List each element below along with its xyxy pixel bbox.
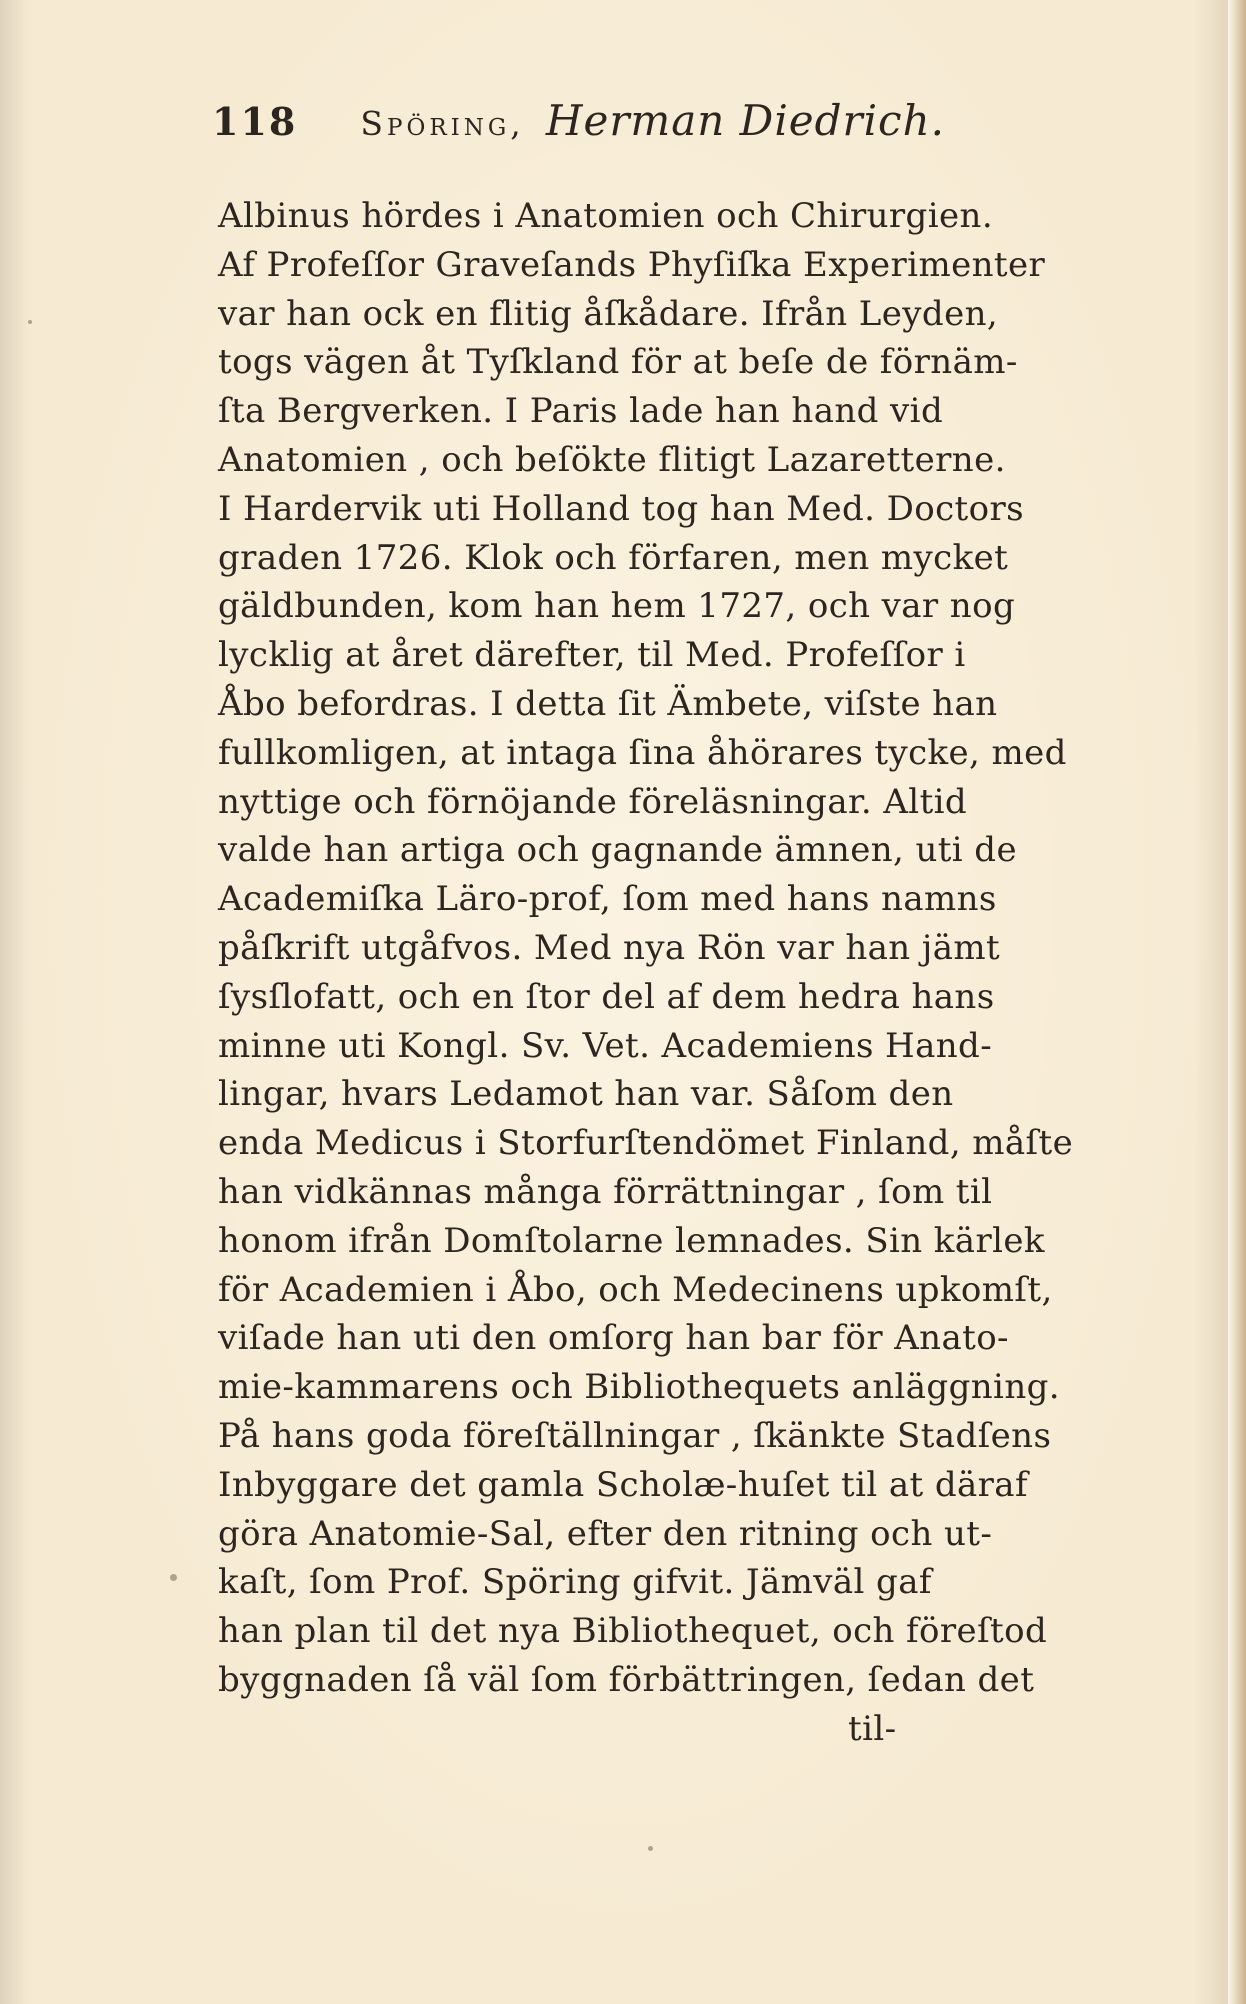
text-line: graden 1726. Klok och förfaren, men mycket <box>218 537 1009 578</box>
text-line: viſade han uti den omſorg han bar för Anato- <box>218 1318 1009 1359</box>
text-line: minne uti Kongl. Sv. Vet. Academiens Hand- <box>218 1025 993 1066</box>
text-line: han plan til det nya Bibliothequet, och föreſtod <box>218 1611 1048 1652</box>
text-line: Anatomien , och beſökte flitigt Lazaretterne. <box>218 439 1006 480</box>
text-line: valde han artiga och gagnande ämnen, uti de <box>218 830 1017 871</box>
catchword: til- <box>848 1708 897 1749</box>
text-line: Academiſka Läro-prof, ſom med hans namns <box>218 879 997 920</box>
running-head-given-names: Herman Diedrich. <box>545 96 945 145</box>
text-line: Af Profeſſor Graveſands Phyſiſka Experimenter <box>218 244 1046 285</box>
text-line: lingar, hvars Ledamot han var. Såſom den <box>218 1074 954 1115</box>
text-line: byggnaden ſå väl ſom förbättringen, ſedan det <box>218 1659 1035 1700</box>
running-header <box>212 96 1072 156</box>
text-line: kaſt, ſom Prof. Spöring gifvit. Jämväl gaf <box>218 1562 932 1603</box>
text-line: göra Anatomie-Sal, efter den ritning och ut- <box>218 1513 993 1554</box>
text-line: I Hardervik uti Holland tog han Med. Doctors <box>218 488 1024 529</box>
paper-speck <box>170 1574 177 1581</box>
text-line: enda Medicus i Storfurſtendömet Finland, måſte <box>218 1123 1074 1164</box>
text-line: gäldbunden, kom han hem 1727, och var nog <box>218 586 1016 627</box>
text-line: mie-kammarens och Bibliothequets anläggning. <box>218 1367 1061 1408</box>
body-text <box>218 192 1180 1754</box>
text-line: Inbyggare det gamla Scholæ-huſet til at däraf <box>218 1464 1028 1505</box>
page-number: 118 <box>212 99 298 144</box>
paper-speck <box>648 1846 653 1851</box>
page-fore-edge <box>1228 0 1246 2004</box>
text-line: lycklig at året därefter, til Med. Profeſſor i <box>218 635 966 676</box>
text-line: var han ock en flitig åſkådare. Ifrån Leyden, <box>218 293 999 334</box>
page-edge-shadow <box>1194 0 1228 2004</box>
text-line: han vidkännas många förrättningar , ſom til <box>218 1171 993 1212</box>
text-line: honom ifrån Domſtolarne lemnades. Sin kärlek <box>218 1220 1045 1261</box>
paper-speck <box>28 320 32 324</box>
running-head-surname: Spöring, <box>360 104 525 143</box>
text-line: ſysſlofatt, och en ſtor del af dem hedra hans <box>218 976 995 1017</box>
text-line: nyttige och förnöjande föreläsningar. Altid <box>218 781 968 822</box>
text-line: Albinus hördes i Anatomien och Chirurgien. <box>218 196 994 236</box>
text-line: för Academien i Åbo, och Medecinens upkomſt, <box>218 1269 1053 1310</box>
text-line: togs vägen åt Tyſkland för at beſe de förnäm- <box>218 342 1018 383</box>
text-line: påſkrift utgåfvos. Med nya Rön var han jämt <box>218 927 1001 968</box>
text-line: Åbo befordras. I detta ſit Ämbete, viſste han <box>218 683 998 724</box>
text-line: fullkomligen, at intaga ſina åhörares tycke, med <box>218 732 1067 773</box>
text-line: ſta Bergverken. I Paris lade han hand vid <box>218 391 944 432</box>
text-line: På hans goda föreſtällningar , ſkänkte Stadſens <box>218 1415 1052 1456</box>
